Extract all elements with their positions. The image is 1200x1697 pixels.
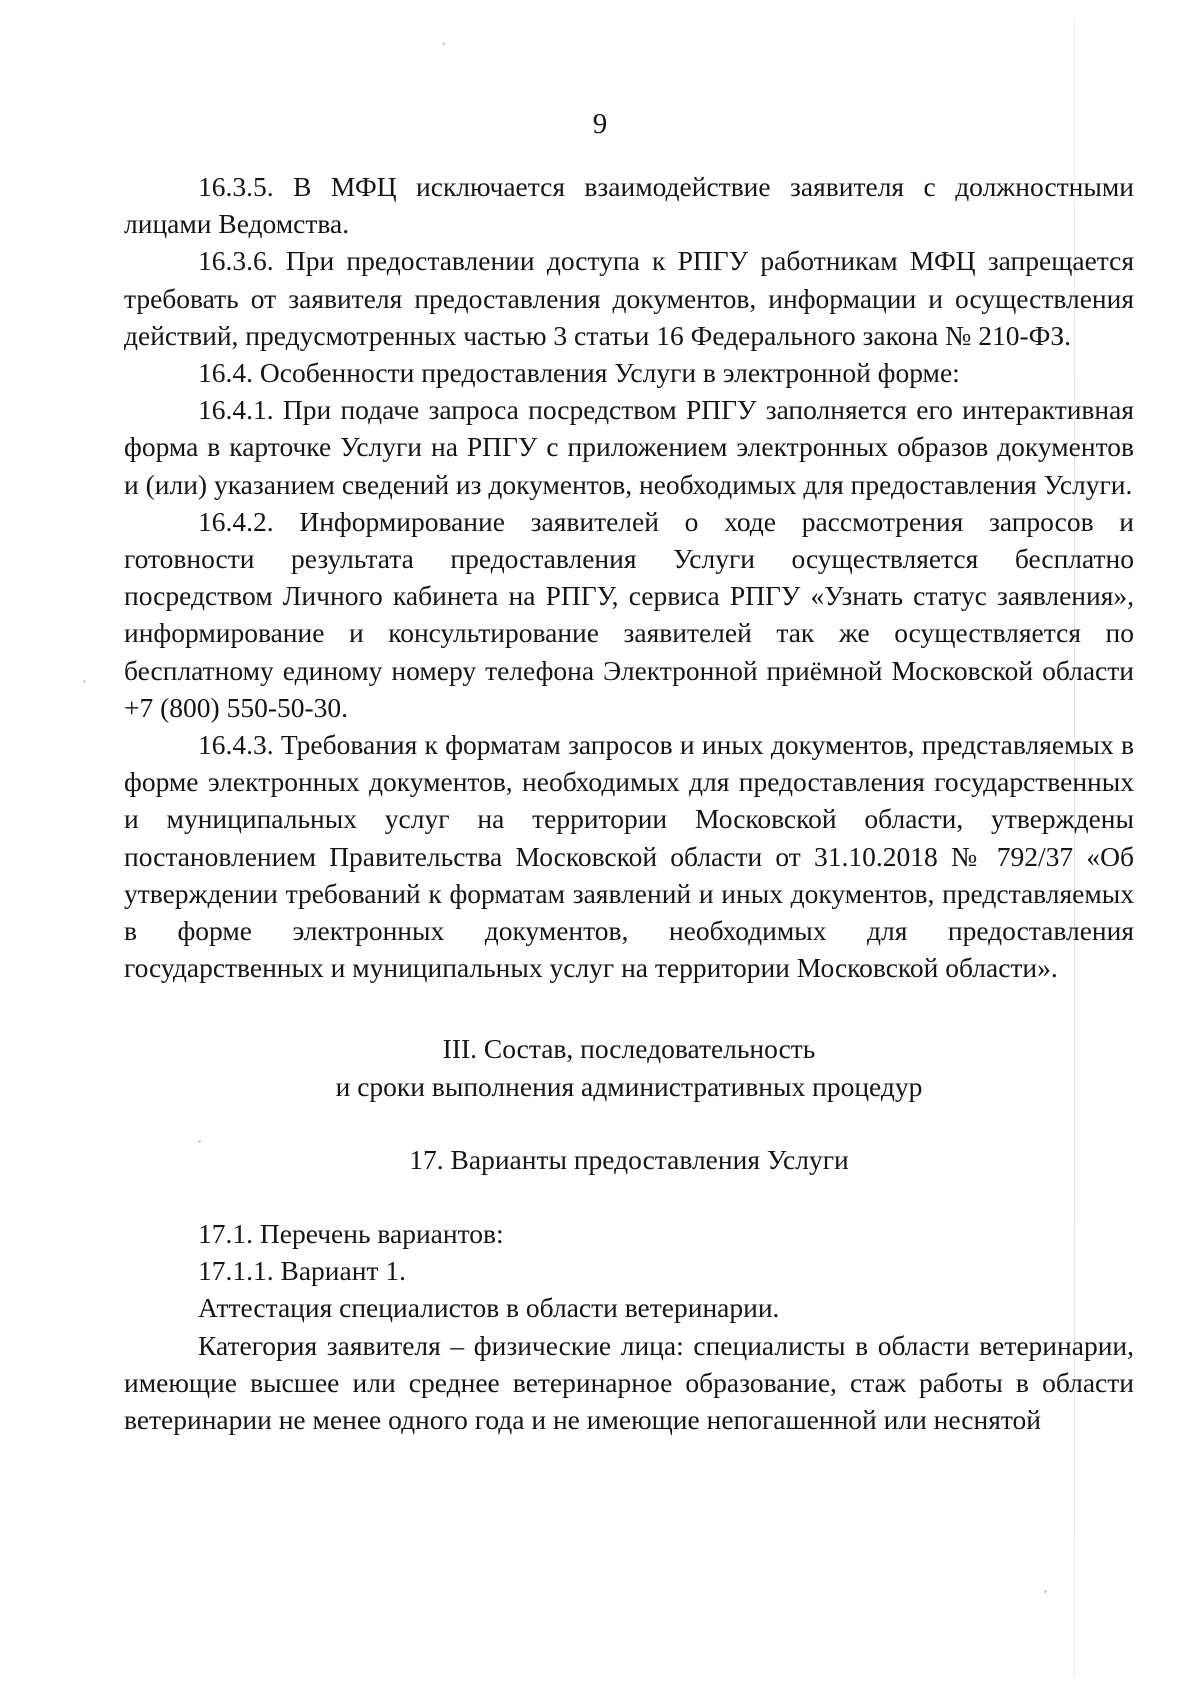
page-number: 9 xyxy=(592,108,608,140)
paragraph-17-1: 17.1. Перечень вариантов: xyxy=(198,1218,504,1250)
scan-artifact-dot xyxy=(83,680,86,683)
paragraph-16-3-5-line1: 16.3.5. В МФЦ исключается взаимодействие заявителя с должностными xyxy=(198,171,1134,202)
paragraph-16-4-2: 16.4.2. Информирование заявителей о ходе рассмотрения запросов и готовности результата предоставления Услуги осуществляется бесплатно посредством Личного кабинета на РПГУ, сервиса РПГУ «Узнать статус заявления», информирование и консультирование заявителей так же осуществляется по бесплатному единому номеру телефона Электронной приёмной Московской области +7 (800) 550-50-30. xyxy=(124,505,1134,723)
applicant-category-paragraph: Категория заявителя – физические лица: специалисты в области ветеринарии, имеющие высшее или среднее ветеринарное образование, стаж работы в области ветеринарии не менее одного года и не имеющие непогашенной или неснятой xyxy=(124,1329,1134,1436)
paragraph-16-4: 16.4. Особенности предоставления Услуги в электронной форме: xyxy=(198,357,960,389)
paragraph-16-3-5-line2: лицами Ведомства. xyxy=(124,208,350,240)
document-body xyxy=(124,168,1134,1438)
subsection-heading: 17. Варианты предоставления Услуги xyxy=(409,1143,849,1175)
paragraph-16-4-1: 16.4.1. При подаче запроса посредством РПГУ заполняется его интерактивная форма в карточке Услуги на РПГУ с приложением электронных образов документов и (или) указанием сведений из документов, необходимых для предоставления Услуги. xyxy=(124,394,1134,500)
paragraph-16-3-6: 16.3.6. При предоставлении доступа к РПГУ работникам МФЦ запрещается требовать от заявителя предоставления документов, информации и осуществления действий, предусмотренных частью 3 статьи 16 Федерального закона № 210-ФЗ. xyxy=(124,245,1134,351)
section-heading-line2: и сроки выполнения административных процедур xyxy=(335,1070,923,1102)
paragraph-17-1-1: 17.1.1. Вариант 1. xyxy=(198,1255,406,1287)
scan-artifact-dot xyxy=(1044,1590,1047,1593)
section-heading-line1: III. Состав, последовательность xyxy=(442,1033,816,1065)
scan-artifact-dot xyxy=(442,42,445,45)
variant-title: Аттестация специалистов в области ветеринарии. xyxy=(198,1292,780,1324)
paragraph-16-4-3: 16.4.3. Требования к форматам запросов и иных документов, представляемых в форме электронных документов, необходимых для предоставления государственных и муниципальных услуг на территории Московской области, утверждены постановлением Правительства Московской области от 31.10.2018 № 792/37 «Об утверждении требований к форматам заявлений и иных документов, представляемых в форме электронных документов, необходимых для предоставления государственных и муниципальных услуг на территории Московской области». xyxy=(124,729,1134,984)
